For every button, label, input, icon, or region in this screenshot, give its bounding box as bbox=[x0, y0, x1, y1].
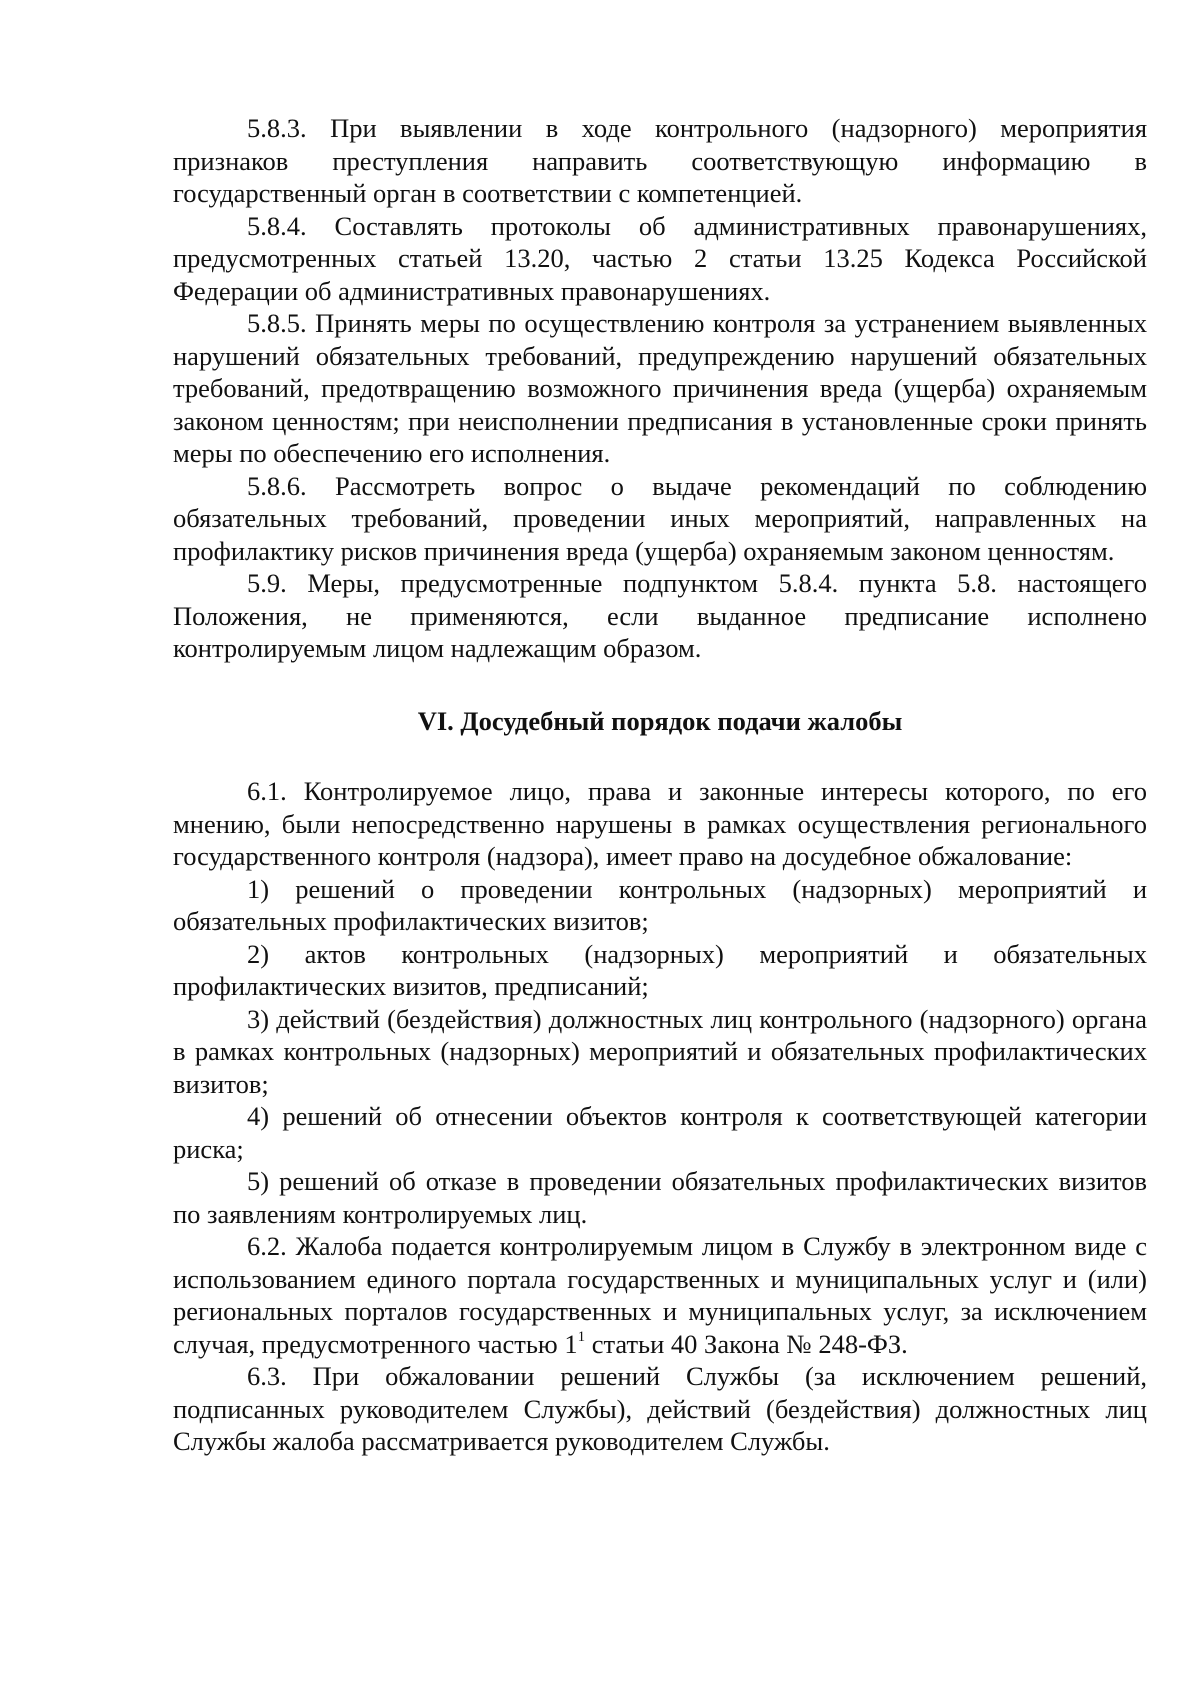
paragraph-number: 6.1. bbox=[247, 776, 287, 806]
paragraph-6-1 bbox=[173, 775, 1147, 873]
paragraph-number: 5.9. bbox=[247, 568, 287, 598]
list-item-text: решений об отказе в проведении обязательных профилактических визитов по заявлениям контролируемых лиц. bbox=[173, 1166, 1147, 1229]
paragraph-number: 5.8.3. bbox=[247, 113, 307, 143]
list-item-number: 4) bbox=[247, 1101, 270, 1131]
paragraph-5-9 bbox=[173, 567, 1147, 665]
paragraph-text: Контролируемое лицо, права и законные интересы которого, по его мнению, были непосредственно нарушены в рамках осуществления регионального государственного контроля (надзора), имеет право на досудебное обжалование: bbox=[173, 776, 1147, 871]
paragraph-text-continued: статьи 40 Закона № 248-ФЗ. bbox=[585, 1328, 908, 1359]
paragraph-text: При выявлении в ходе контрольного (надзорного) мероприятия признаков преступления направить соответствующую информацию в государственный орган в соответствии с компетенцией. bbox=[173, 113, 1148, 208]
list-item-text: актов контрольных (надзорных) мероприятий и обязательных профилактических визитов, предписаний; bbox=[173, 938, 1147, 1001]
paragraph-5-8-6 bbox=[173, 470, 1147, 568]
paragraph-5-8-4 bbox=[173, 210, 1147, 308]
list-item-number: 3) bbox=[247, 1003, 270, 1034]
list-item-2 bbox=[173, 938, 1147, 1003]
paragraph-number: 5.8.6. bbox=[247, 470, 307, 501]
paragraph-text: Жалоба подается контролируемым лицом в Службу в электронном виде с использованием единого портала государственных и муниципальных услуг и (или) региональных порталов государственных и муниципальных услуг, за исключением случая, предусмотренного частью 1 bbox=[173, 1231, 1147, 1359]
paragraph-number: 5.8.4. bbox=[247, 210, 307, 241]
section-heading: VI. Досудебный порядок подачи жалобы bbox=[417, 705, 903, 736]
list-item-number: 1) bbox=[247, 873, 270, 904]
paragraph-number: 6.3. bbox=[247, 1361, 287, 1391]
paragraph-6-2 bbox=[173, 1230, 1147, 1360]
list-item-number: 5) bbox=[247, 1166, 270, 1196]
paragraph-number: 5.8.5. bbox=[247, 308, 307, 338]
paragraph-5-8-5 bbox=[173, 307, 1147, 470]
paragraph-text: Рассмотреть вопрос о выдаче рекомендаций по соблюдению обязательных требований, проведении иных мероприятий, направленных на профилактику рисков причинения вреда (ущерба) охраняемым законом ценностям. bbox=[173, 470, 1147, 566]
list-item-3 bbox=[173, 1003, 1147, 1101]
paragraph-6-3 bbox=[173, 1360, 1147, 1458]
list-item-text: решений о проведении контрольных (надзорных) мероприятий и обязательных профилактических визитов; bbox=[173, 873, 1148, 936]
superscript: 1 bbox=[577, 1328, 586, 1345]
paragraph-number: 6.2. bbox=[247, 1231, 287, 1261]
document-page bbox=[173, 112, 1147, 1458]
paragraph-text: При обжаловании решений Службы (за исключением решений, подписанных руководителем Службы), действий (бездействия) должностных лиц Службы жалоба рассматривается руководителем Службы. bbox=[173, 1361, 1148, 1456]
list-item-text: действий (бездействия) должностных лиц контрольного (надзорного) органа в рамках контрольных (надзорных) мероприятий и обязательных профилактических визитов; bbox=[173, 1003, 1147, 1099]
list-item-1 bbox=[173, 873, 1147, 938]
paragraph-text: Принять меры по осуществлению контроля за устранением выявленных нарушений обязательных требований, предупреждению нарушений обязательных требований, предотвращению возможного причинения вреда (ущерба) охраняемым законом ценностям; при неисполнении предписания в установленные сроки принять меры по обеспечению его исполнения. bbox=[173, 308, 1147, 468]
paragraph-text: Меры, предусмотренные подпунктом 5.8.4. пункта 5.8. настоящего Положения, не применяются, если выданное предписание исполнено контролируемым лицом надлежащим образом. bbox=[173, 568, 1147, 663]
paragraph-text: Составлять протоколы об административных правонарушениях, предусмотренных статьей 13.20, частью 2 статьи 13.25 Кодекса Российской Федерации об административных правонарушениях. bbox=[173, 210, 1147, 306]
list-item-4 bbox=[173, 1100, 1147, 1165]
paragraph-5-8-3 bbox=[173, 112, 1147, 210]
list-item-text: решений об отнесении объектов контроля к соответствующей категории риска; bbox=[173, 1101, 1148, 1164]
list-item-number: 2) bbox=[247, 938, 270, 969]
list-item-5 bbox=[173, 1165, 1147, 1230]
